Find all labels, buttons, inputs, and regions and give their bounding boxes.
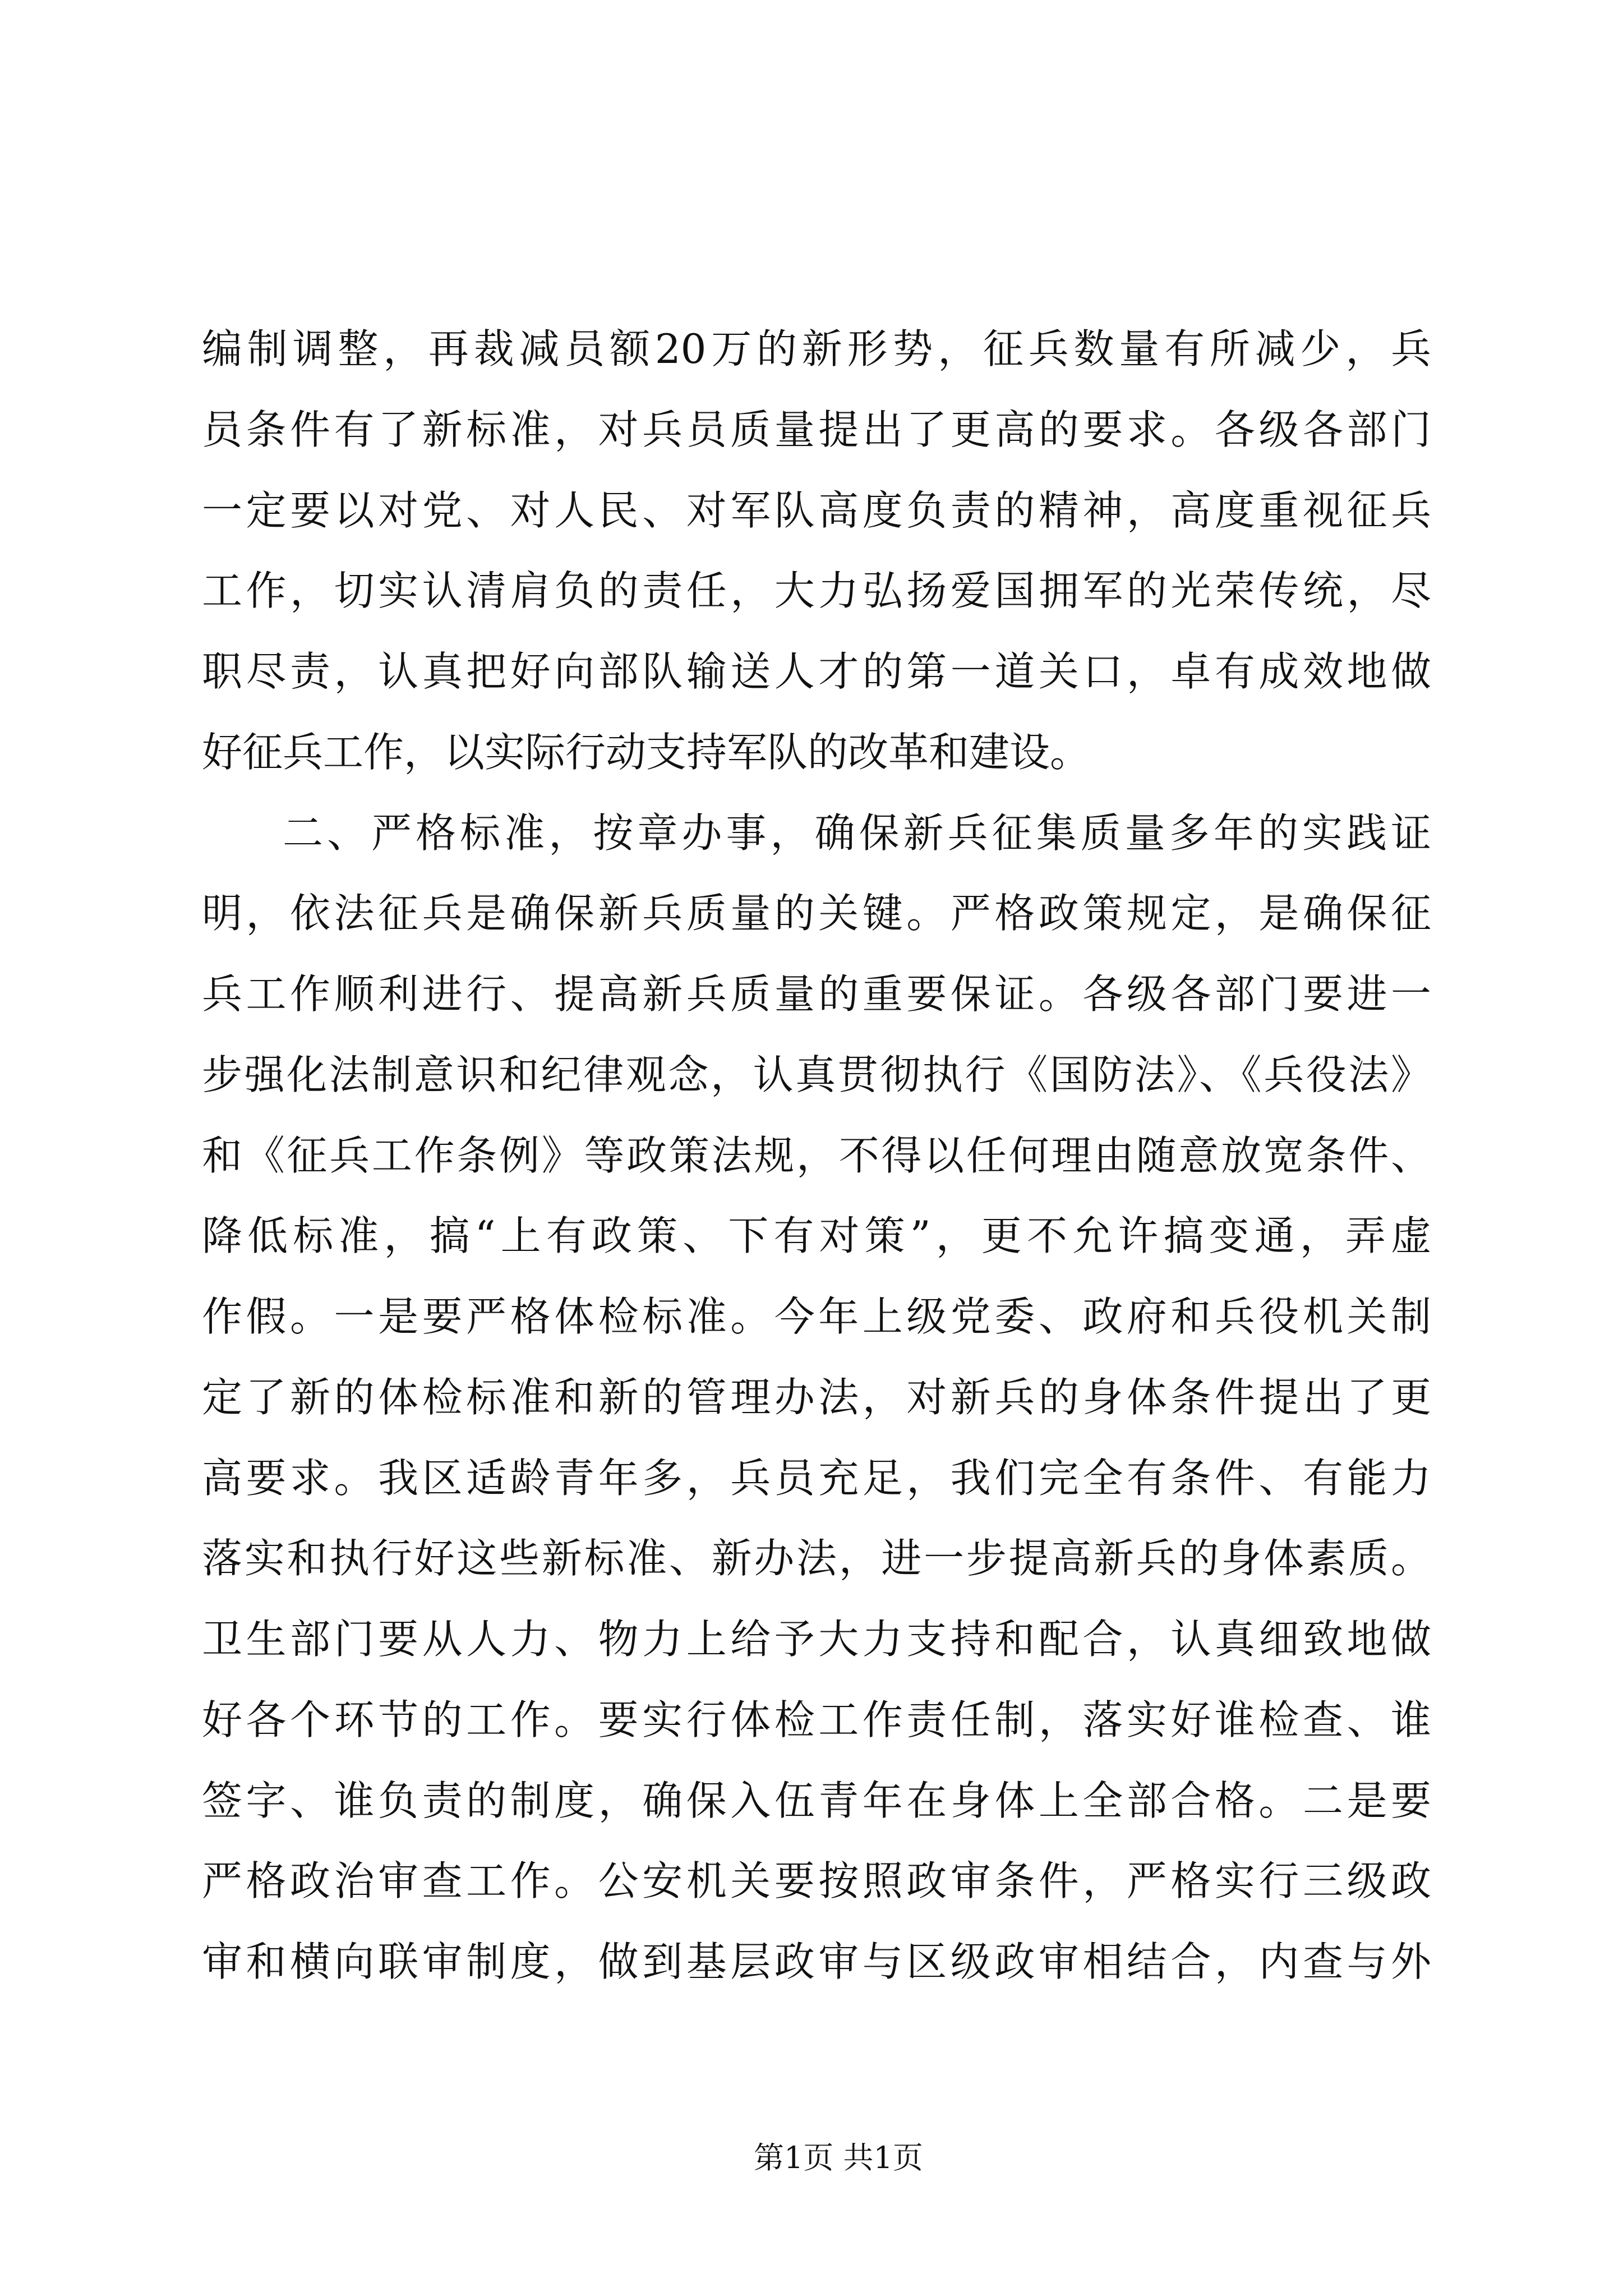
body-line: 定了新的体检标准和新的管理办法，对新兵的身体条件提出了更 bbox=[202, 1373, 1431, 1421]
body-line: 审和横向联审制度，做到基层政审与区级政审相结合，内查与外 bbox=[202, 1938, 1431, 1985]
body-line: 好各个环节的工作。要实行体检工作责任制，落实好谁检查、谁 bbox=[202, 1696, 1431, 1743]
body-line: 好征兵工作，以实际行动支持军队的改革和建设。 bbox=[202, 728, 1091, 776]
body-line: 卫生部门要从人力、物力上给予大力支持和配合，认真细致地做 bbox=[202, 1616, 1431, 1663]
body-line: 和《征兵工作条例》等政策法规，不得以任何理由随意放宽条件、 bbox=[202, 1131, 1431, 1179]
body-line: 职尽责，认真把好向部队输送人才的第一道关口，卓有成效地做 bbox=[202, 648, 1431, 695]
body-line: 兵工作顺利进行、提高新兵质量的重要保证。各级各部门要进一 bbox=[202, 970, 1431, 1018]
body-line: 高要求。我区适龄青年多，兵员充足，我们完全有条件、有能力 bbox=[202, 1454, 1431, 1502]
body-line: 明，依法征兵是确保新兵质量的关键。严格政策规定，是确保征 bbox=[202, 890, 1431, 937]
body-line: 步强化法制意识和纪律观念，认真贯彻执行《国防法》、《兵役法》 bbox=[202, 1051, 1431, 1098]
page-footer: 第1页 共1页 bbox=[754, 2140, 923, 2175]
body-line: 一定要以对党、对人民、对军队高度负责的精神，高度重视征兵 bbox=[202, 486, 1431, 534]
document-body bbox=[202, 309, 1431, 2003]
body-line: 降低标准，搞“上有政策、下有对策”，更不允许搞变通，弄虚 bbox=[202, 1212, 1431, 1260]
body-line: 严格政治审查工作。公安机关要按照政审条件，严格实行三级政 bbox=[202, 1857, 1431, 1905]
section-heading-line: 二、严格标准，按章办事，确保新兵征集质量多年的实践证 bbox=[283, 809, 1431, 857]
body-line: 编制调整，再裁减员额20万的新形势，征兵数量有所减少，兵 bbox=[202, 325, 1431, 372]
body-line: 员条件有了新标准，对兵员质量提出了更高的要求。各级各部门 bbox=[202, 406, 1431, 453]
body-line: 签字、谁负责的制度，确保入伍青年在身体上全部合格。二是要 bbox=[202, 1777, 1431, 1824]
body-line: 落实和执行好这些新标准、新办法，进一步提高新兵的身体素质。 bbox=[202, 1535, 1431, 1582]
body-line: 工作，切实认清肩负的责任，大力弘扬爱国拥军的光荣传统，尽 bbox=[202, 567, 1431, 615]
body-line: 作假。一是要严格体检标准。今年上级党委、政府和兵役机关制 bbox=[202, 1293, 1431, 1340]
